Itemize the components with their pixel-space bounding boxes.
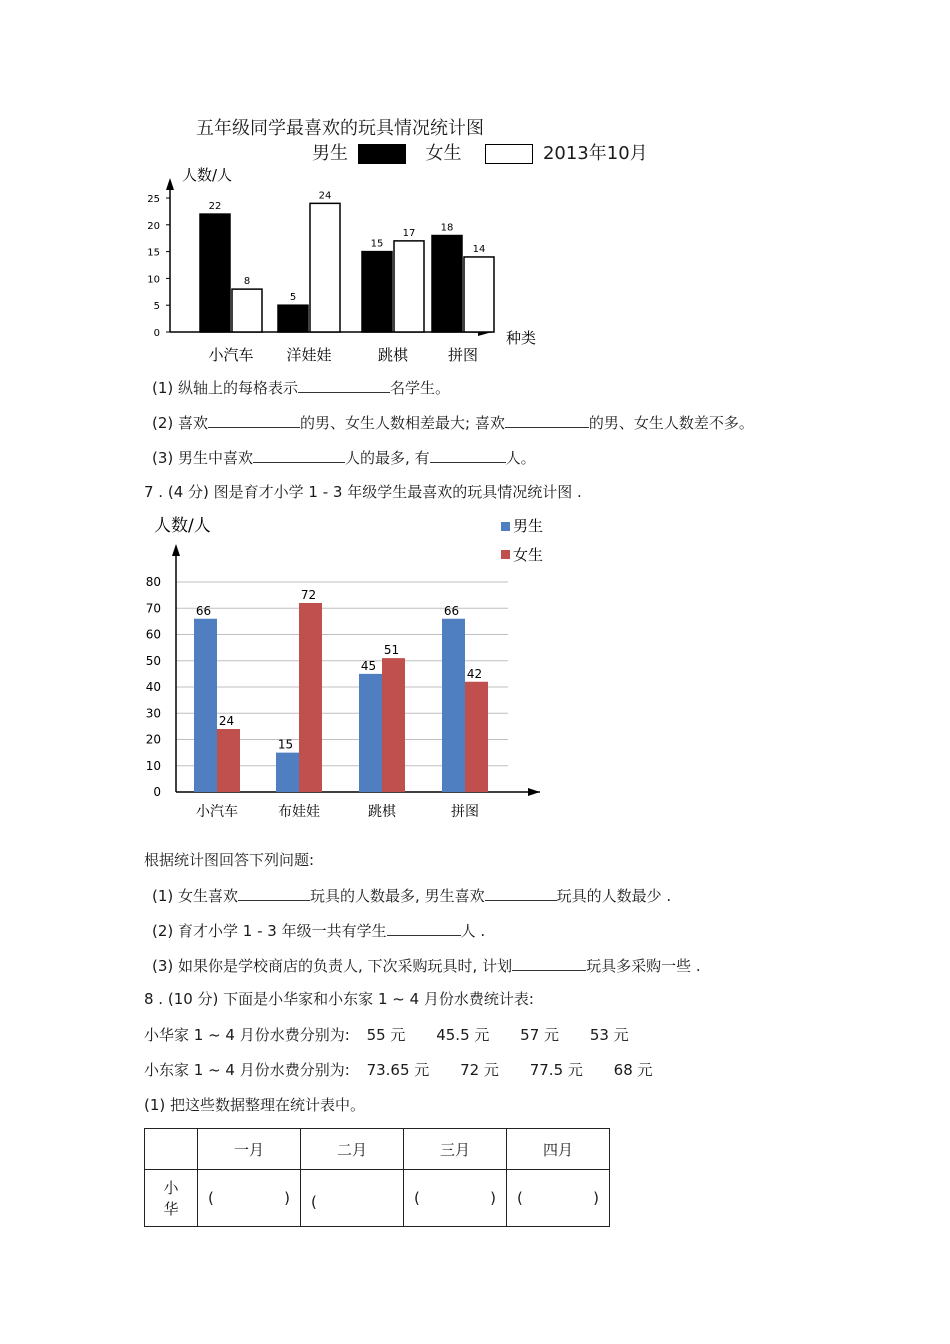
- chart1-bar-male: [362, 252, 392, 332]
- q7-q1-text-b: 玩具的人数最多, 男生喜欢: [310, 887, 485, 905]
- q6-q3-text-b: 人的最多, 有: [345, 449, 430, 467]
- chart1-bar-data-label: 14: [472, 243, 486, 255]
- table-cell-hua-apr[interactable]: [507, 1170, 610, 1227]
- chart1-bar-data-label: 8: [243, 276, 251, 288]
- chart2-y-arrow: [172, 544, 180, 556]
- q6-q3-text-a: (3) 男生中喜欢: [152, 449, 254, 467]
- q8-dong-value-mar: 77.5 元: [529, 1061, 583, 1079]
- q8-hua-line: [144, 1025, 629, 1045]
- chart2-bar-data-label: 42: [466, 666, 483, 681]
- q8-dong-line: [144, 1060, 653, 1080]
- chart1-category-label: 拼图: [447, 346, 479, 364]
- chart1-y-tick-label: 0: [153, 328, 160, 339]
- paren-close: ): [490, 1189, 496, 1207]
- table-cell-hua-jan[interactable]: [198, 1170, 301, 1227]
- chart2-plot: [140, 510, 560, 830]
- chart2-bar-female: [299, 603, 322, 792]
- q7-line2: [152, 919, 485, 941]
- chart2-bar-male: [194, 619, 217, 792]
- chart1-bar-data-label: 15: [370, 238, 384, 250]
- q7-q1-text-a: (1) 女生喜欢: [152, 887, 239, 905]
- q6-q2-text-c: 的男、女生人数差不多。: [588, 414, 754, 432]
- chart2-bar-data-label: 72: [300, 588, 317, 602]
- chart1-bar-data-label: 18: [440, 222, 454, 234]
- q7-q3-blank[interactable]: [512, 954, 586, 971]
- q6-q2-blank-2[interactable]: [505, 411, 589, 428]
- chart2-bar-data-label: 45: [360, 658, 377, 673]
- chart2-bar-data-label: 51: [383, 643, 400, 658]
- chart1-title: 五年级同学最喜欢的玩具情况统计图: [196, 118, 484, 139]
- q8-dong-value-feb: 72 元: [460, 1061, 499, 1079]
- table-header-apr: 四月: [507, 1129, 610, 1170]
- legend-female-label: 女生: [425, 143, 462, 164]
- q7-q3-text-b: 玩具多采购一些 .: [586, 957, 701, 975]
- paren-open: (: [517, 1189, 523, 1207]
- chart2-bar-data-label: 66: [443, 603, 460, 618]
- paren-open: (: [311, 1193, 317, 1211]
- chart2-y-tick-label: 60: [145, 627, 161, 642]
- chart2-y-tick-label: 50: [145, 653, 161, 668]
- q8-dong-value-jan: 73.65 元: [366, 1061, 430, 1079]
- chart2-bar-male: [359, 674, 382, 792]
- q7-line3: [152, 954, 701, 976]
- q6-line2: [152, 411, 754, 433]
- chart2-y-label: 人数/人: [154, 516, 211, 536]
- chart2-legend-male-label: 男生: [513, 517, 544, 535]
- q8-hua-value-mar: 57 元: [520, 1026, 560, 1044]
- paren-open: (: [414, 1189, 420, 1207]
- row-label-char-2: 华: [163, 1200, 179, 1218]
- chart1-y-tick-label: 10: [147, 274, 160, 286]
- chart1-y-tick-label: 15: [147, 247, 160, 259]
- chart1-bar-female: [310, 203, 340, 332]
- q6-q3-blank-1[interactable]: [253, 446, 345, 463]
- chart2-legend-male-swatch: [501, 522, 510, 531]
- chart1-bar-female: [232, 289, 262, 332]
- chart1-y-tick-label: 20: [147, 220, 160, 232]
- water-fee-table: [144, 1128, 610, 1227]
- q7-q1-text-c: 玩具的人数最少 .: [556, 887, 672, 905]
- q6-q1-text-a: (1) 纵轴上的每格表示: [152, 379, 299, 397]
- chart1-bar-data-label: 17: [402, 227, 416, 239]
- table-row-label-hua: [145, 1170, 198, 1227]
- table-header-jan: 一月: [198, 1129, 301, 1170]
- chart1-bar-male: [278, 305, 308, 332]
- q8-heading: 8 . (10 分) 下面是小华家和小东家 1 ~ 4 月份水费统计表:: [144, 990, 534, 1008]
- table-header-feb: 二月: [301, 1129, 404, 1170]
- chart2-y-tick-label: 80: [145, 575, 161, 589]
- paren-close: ): [284, 1189, 290, 1207]
- q6-q2-text-a: (2) 喜欢: [152, 414, 209, 432]
- chart2-bar-male: [276, 753, 299, 792]
- row-label-char-1: 小: [163, 1179, 179, 1197]
- chart1-category-label: 小汽车: [208, 346, 254, 364]
- q6-q3-text-c: 人。: [505, 449, 536, 467]
- chart1-bar-male: [200, 214, 230, 332]
- q6-q2-blank-1[interactable]: [208, 411, 300, 428]
- legend-male-label: 男生: [312, 143, 348, 164]
- paren-open: (: [208, 1189, 214, 1207]
- chart2-bar-data-label: 66: [195, 603, 212, 618]
- q7-heading: 7 . (4 分) 图是育才小学 1 - 3 年级学生最喜欢的玩具情况统计图 .: [144, 483, 582, 501]
- table-cell-hua-mar[interactable]: [404, 1170, 507, 1227]
- q6-q3-blank-2[interactable]: [430, 446, 506, 463]
- q6-line1: [152, 376, 450, 398]
- chart1-x-label: 种类: [506, 329, 537, 347]
- table-cell-hua-feb[interactable]: [301, 1170, 404, 1227]
- paren-close: ): [593, 1189, 599, 1207]
- chart1-bar-data-label: 5: [289, 292, 297, 304]
- chart2-y-tick-label: 20: [145, 732, 161, 747]
- chart2-category-label: 跳棋: [368, 804, 396, 820]
- table-header-mar: 三月: [404, 1129, 507, 1170]
- q6-q1-blank[interactable]: [298, 376, 390, 393]
- chart2-category-label: 小汽车: [196, 804, 238, 820]
- q6-q2-text-b: 的男、女生人数相差最大; 喜欢: [300, 414, 505, 432]
- table-header-corner: [145, 1129, 198, 1170]
- chart2-y-tick-label: 10: [145, 758, 161, 773]
- chart2-x-arrow: [528, 788, 540, 796]
- chart1-category-label: 洋娃娃: [286, 346, 332, 364]
- chart2-legend-female-label: 女生: [513, 546, 544, 564]
- chart2-bar-male: [442, 619, 465, 792]
- q7-line1: [152, 884, 671, 906]
- chart2-y-tick-label: 30: [145, 706, 161, 721]
- chart1-bar-data-label: 22: [208, 201, 222, 213]
- chart2-y-tick-label: 70: [145, 601, 161, 616]
- chart2-bar-female: [382, 658, 405, 792]
- chart2-bar-female: [217, 729, 240, 792]
- chart2-legend-female-swatch: [501, 550, 510, 559]
- q7-q3-text-a: (3) 如果你是学校商店的负责人, 下次采购玩具时, 计划: [152, 957, 513, 975]
- chart1-y-tick-label: 25: [147, 194, 160, 205]
- q7-intro: 根据统计图回答下列问题:: [144, 851, 315, 869]
- chart1-bar-data-label: 24: [318, 190, 332, 202]
- q7-q1-blank-2[interactable]: [485, 884, 557, 901]
- chart1-bar-female: [394, 241, 424, 332]
- q7-q2-blank[interactable]: [387, 919, 461, 936]
- chart1-y-tick-label: 5: [153, 301, 160, 313]
- q8-hua-value-jan: 55 元: [366, 1026, 406, 1044]
- chart2-bar-data-label: 24: [218, 714, 235, 728]
- q8-hua-value-apr: 53 元: [589, 1026, 629, 1044]
- q8-dong-label: 小东家 1 ~ 4 月份水费分别为:: [144, 1061, 350, 1079]
- chart1-y-label: 人数/人: [182, 166, 233, 184]
- chart2-bar-data-label: 15: [277, 737, 294, 752]
- q6-q1-text-b: 名学生。: [390, 379, 451, 397]
- chart1-bar-male: [432, 236, 462, 332]
- chart1-date: 2013年10月: [542, 143, 648, 164]
- q6-line3: [152, 446, 536, 468]
- q7-q2-text-b: 人 .: [460, 922, 486, 940]
- chart2-y-tick-label: 40: [145, 680, 161, 694]
- q8-hua-value-feb: 45.5 元: [436, 1026, 490, 1044]
- chart1-category-label: 跳棋: [377, 346, 409, 364]
- q8-task: (1) 把这些数据整理在统计表中。: [144, 1096, 366, 1114]
- chart2-y-tick-label: 0: [153, 785, 161, 799]
- q7-q2-text-a: (2) 育才小学 1 - 3 年级一共有学生: [152, 922, 387, 940]
- chart2-bar-female: [465, 682, 488, 792]
- q8-dong-value-apr: 68 元: [613, 1061, 653, 1079]
- chart2-category-label: 拼图: [451, 804, 479, 820]
- chart2-category-label: 布娃娃: [278, 804, 320, 820]
- q7-q1-blank-1[interactable]: [238, 884, 310, 901]
- chart1-y-arrow: [166, 178, 174, 190]
- chart1-plot: [130, 160, 570, 370]
- q8-hua-label: 小华家 1 ~ 4 月份水费分别为:: [144, 1026, 350, 1044]
- chart1-bar-female: [464, 257, 494, 332]
